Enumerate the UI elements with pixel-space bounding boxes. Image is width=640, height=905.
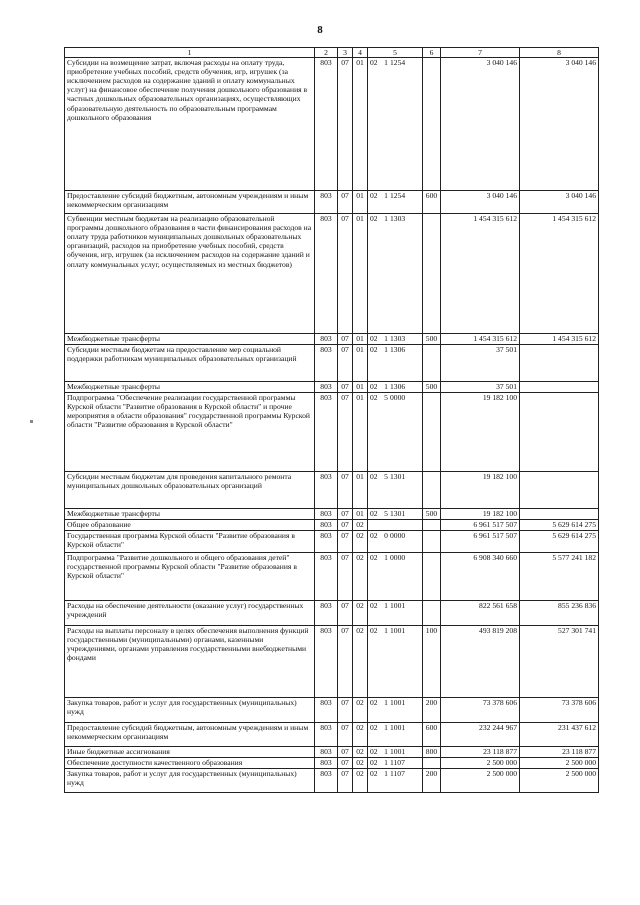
table-row bbox=[65, 758, 599, 769]
table-row bbox=[65, 345, 599, 382]
page-number: 8 bbox=[317, 24, 323, 36]
row-vr bbox=[423, 553, 441, 601]
header-cell: 6 bbox=[423, 48, 441, 58]
row-sum-col8: 3 040 146 bbox=[520, 58, 599, 191]
row-name: Субсидии на возмещение затрат, включая расходы на оплату труда, приобретение учебных пособий, средств обучения, игр, игрушек (за исключением расходов на содержание зданий и оплату коммунальных услуг) на финансовое обеспечение получения дошкольного образования в частных дошкольных образовательных организациях, осуществляющих образовательную деятельность по образовательным программам дошкольного образования bbox=[65, 58, 315, 191]
row-name: Обеспечение доступности качественного образования bbox=[65, 758, 315, 769]
csr-part: 1303 bbox=[390, 334, 406, 343]
row-sum-col7: 6 908 340 660 bbox=[441, 553, 520, 601]
row-sum-col7: 6 961 517 507 bbox=[441, 531, 520, 553]
row-rz: 07 bbox=[338, 520, 353, 531]
row-csr bbox=[368, 214, 423, 334]
header-cell: 1 bbox=[65, 48, 315, 58]
row-pr: 02 bbox=[353, 531, 368, 553]
csr-part: 02 bbox=[370, 472, 378, 481]
csr-part: 02 bbox=[370, 723, 378, 732]
csr-part: 1 bbox=[384, 758, 388, 767]
row-grbs: 803 bbox=[315, 382, 338, 393]
row-rz: 07 bbox=[338, 553, 353, 601]
table-row bbox=[65, 472, 599, 509]
table-row bbox=[65, 520, 599, 531]
header-cell: 4 bbox=[353, 48, 368, 58]
row-pr: 02 bbox=[353, 698, 368, 723]
row-sum-col8: 527 301 741 bbox=[520, 626, 599, 698]
row-sum-col8: 5 629 614 275 bbox=[520, 531, 599, 553]
table-row bbox=[65, 723, 599, 747]
row-vr: 600 bbox=[423, 723, 441, 747]
row-pr: 02 bbox=[353, 520, 368, 531]
csr-part: 5 bbox=[384, 509, 388, 518]
header-row bbox=[65, 48, 599, 58]
row-sum-col7: 232 244 967 bbox=[441, 723, 520, 747]
row-vr bbox=[423, 472, 441, 509]
row-sum-col8 bbox=[520, 472, 599, 509]
csr-part: 1001 bbox=[390, 698, 406, 707]
row-csr bbox=[368, 747, 423, 758]
header-cell: 2 bbox=[315, 48, 338, 58]
row-name: Государственная программа Курской области "Развитие образования в Курской области" bbox=[65, 531, 315, 553]
header-cell: 3 bbox=[338, 48, 353, 58]
csr-part: 5 bbox=[384, 393, 388, 402]
table-row bbox=[65, 747, 599, 758]
row-csr bbox=[368, 723, 423, 747]
csr-part: 1 bbox=[384, 553, 388, 562]
row-vr bbox=[423, 58, 441, 191]
row-name: Общее образование bbox=[65, 520, 315, 531]
csr-part: 02 bbox=[370, 345, 378, 354]
row-pr: 01 bbox=[353, 191, 368, 214]
row-rz: 07 bbox=[338, 626, 353, 698]
csr-part: 1 bbox=[384, 698, 388, 707]
csr-part: 1 bbox=[384, 345, 388, 354]
csr-part: 02 bbox=[370, 758, 378, 767]
row-pr: 01 bbox=[353, 393, 368, 472]
csr-part: 02 bbox=[370, 553, 378, 562]
row-grbs: 803 bbox=[315, 472, 338, 509]
row-vr: 200 bbox=[423, 769, 441, 793]
table-row bbox=[65, 382, 599, 393]
row-sum-col8: 2 500 000 bbox=[520, 758, 599, 769]
row-pr: 01 bbox=[353, 345, 368, 382]
row-grbs: 803 bbox=[315, 191, 338, 214]
csr-part: 1 bbox=[384, 747, 388, 756]
row-name: Расходы на обеспечение деятельности (оказание услуг) государственных учреждений bbox=[65, 601, 315, 626]
row-sum-col7: 19 182 100 bbox=[441, 509, 520, 520]
row-sum-col7: 73 378 606 bbox=[441, 698, 520, 723]
table-row bbox=[65, 191, 599, 214]
row-rz: 07 bbox=[338, 58, 353, 191]
csr-part: 02 bbox=[370, 393, 378, 402]
row-sum-col7: 3 040 146 bbox=[441, 58, 520, 191]
table-row bbox=[65, 626, 599, 698]
row-rz: 07 bbox=[338, 509, 353, 520]
row-sum-col7: 37 501 bbox=[441, 382, 520, 393]
csr-part: 0000 bbox=[390, 531, 406, 540]
csr-part: 1 bbox=[384, 626, 388, 635]
row-sum-col7: 3 040 146 bbox=[441, 191, 520, 214]
row-csr bbox=[368, 520, 423, 531]
row-grbs: 803 bbox=[315, 58, 338, 191]
csr-part: 02 bbox=[370, 214, 378, 223]
row-rz: 07 bbox=[338, 214, 353, 334]
csr-part: 02 bbox=[370, 601, 378, 610]
row-csr bbox=[368, 769, 423, 793]
csr-part: 1306 bbox=[390, 345, 406, 354]
row-name: Подпрограмма "Развитие дошкольного и общего образования детей" государственной программы Курской области "Развитие образования в Курской области" bbox=[65, 553, 315, 601]
row-sum-col8: 73 378 606 bbox=[520, 698, 599, 723]
csr-part: 1 bbox=[384, 191, 388, 200]
row-vr bbox=[423, 345, 441, 382]
row-grbs: 803 bbox=[315, 531, 338, 553]
row-grbs: 803 bbox=[315, 723, 338, 747]
row-sum-col8: 5 629 614 275 bbox=[520, 520, 599, 531]
row-name: Предоставление субсидий бюджетным, автономным учреждениям и иным некоммерческим организациям bbox=[65, 723, 315, 747]
table-row bbox=[65, 698, 599, 723]
row-pr: 01 bbox=[353, 214, 368, 334]
row-sum-col7: 1 454 315 612 bbox=[441, 214, 520, 334]
row-grbs: 803 bbox=[315, 334, 338, 345]
table-row bbox=[65, 601, 599, 626]
row-sum-col8 bbox=[520, 509, 599, 520]
row-csr bbox=[368, 58, 423, 191]
scan-mark bbox=[30, 420, 33, 423]
row-grbs: 803 bbox=[315, 345, 338, 382]
csr-part: 02 bbox=[370, 509, 378, 518]
row-csr bbox=[368, 472, 423, 509]
row-vr bbox=[423, 520, 441, 531]
row-rz: 07 bbox=[338, 769, 353, 793]
row-pr: 01 bbox=[353, 472, 368, 509]
csr-part: 1 bbox=[384, 382, 388, 391]
csr-part: 0000 bbox=[390, 393, 406, 402]
row-name: Предоставление субсидий бюджетным, автономным учреждениям и иным некоммерческим организациям bbox=[65, 191, 315, 214]
row-grbs: 803 bbox=[315, 601, 338, 626]
csr-part: 1254 bbox=[390, 191, 406, 200]
row-sum-col8: 1 454 315 612 bbox=[520, 334, 599, 345]
row-csr bbox=[368, 601, 423, 626]
row-sum-col7: 2 500 000 bbox=[441, 769, 520, 793]
row-vr: 500 bbox=[423, 334, 441, 345]
row-vr bbox=[423, 758, 441, 769]
table-row bbox=[65, 553, 599, 601]
row-grbs: 803 bbox=[315, 626, 338, 698]
row-pr: 02 bbox=[353, 769, 368, 793]
row-pr: 01 bbox=[353, 58, 368, 191]
csr-part: 1 bbox=[384, 769, 388, 778]
row-csr bbox=[368, 382, 423, 393]
csr-part: 1001 bbox=[390, 601, 406, 610]
csr-part: 1 bbox=[384, 334, 388, 343]
row-name: Закупка товаров, работ и услуг для государственных (муниципальных) нужд bbox=[65, 769, 315, 793]
row-pr: 02 bbox=[353, 553, 368, 601]
row-rz: 07 bbox=[338, 334, 353, 345]
row-vr bbox=[423, 393, 441, 472]
row-csr bbox=[368, 509, 423, 520]
header-cell: 8 bbox=[520, 48, 599, 58]
row-rz: 07 bbox=[338, 698, 353, 723]
row-name: Межбюджетные трансферты bbox=[65, 334, 315, 345]
csr-part: 02 bbox=[370, 382, 378, 391]
row-grbs: 803 bbox=[315, 769, 338, 793]
row-grbs: 803 bbox=[315, 509, 338, 520]
csr-part: 1 bbox=[384, 723, 388, 732]
row-grbs: 803 bbox=[315, 698, 338, 723]
budget-table bbox=[64, 47, 599, 793]
csr-part: 1 bbox=[384, 601, 388, 610]
csr-part: 1306 bbox=[390, 382, 406, 391]
row-grbs: 803 bbox=[315, 747, 338, 758]
row-name: Подпрограмма "Обеспечение реализации государственной программы Курской области "Развитие образования в Курской области" и прочие мероприятия в области образования" государственной программы Курской области "Развитие образования в Курской области" bbox=[65, 393, 315, 472]
row-sum-col8: 23 118 877 bbox=[520, 747, 599, 758]
row-sum-col8 bbox=[520, 382, 599, 393]
row-sum-col8: 3 040 146 bbox=[520, 191, 599, 214]
row-rz: 07 bbox=[338, 472, 353, 509]
row-name: Субсидии местным бюджетам для проведения капитального ремонта муниципальных дошкольных образовательных организаций bbox=[65, 472, 315, 509]
csr-part: 1303 bbox=[390, 214, 406, 223]
row-csr bbox=[368, 191, 423, 214]
csr-part: 02 bbox=[370, 191, 378, 200]
row-sum-col7: 822 561 658 bbox=[441, 601, 520, 626]
row-pr: 02 bbox=[353, 601, 368, 626]
row-rz: 07 bbox=[338, 758, 353, 769]
row-sum-col7: 23 118 877 bbox=[441, 747, 520, 758]
row-rz: 07 bbox=[338, 747, 353, 758]
row-csr bbox=[368, 334, 423, 345]
table-row bbox=[65, 769, 599, 793]
row-name: Субвенции местным бюджетам на реализацию образовательной программы дошкольного образования в части финансирования расходов на оплату труда работников муниципальных дошкольных образовательных организаций, расходов на приобретение учебных пособий, средств обучения, игр, игрушек (за исключением расходов на содержание зданий и оплату коммунальных услуг, осуществляемых из местных бюджетов) bbox=[65, 214, 315, 334]
row-pr: 02 bbox=[353, 747, 368, 758]
row-pr: 02 bbox=[353, 723, 368, 747]
row-rz: 07 bbox=[338, 382, 353, 393]
row-pr: 02 bbox=[353, 626, 368, 698]
csr-part: 1 bbox=[384, 214, 388, 223]
csr-part: 1107 bbox=[390, 769, 405, 778]
row-sum-col8: 1 454 315 612 bbox=[520, 214, 599, 334]
row-rz: 07 bbox=[338, 393, 353, 472]
row-vr: 200 bbox=[423, 698, 441, 723]
csr-part: 1001 bbox=[390, 626, 406, 635]
row-sum-col8: 855 236 836 bbox=[520, 601, 599, 626]
row-sum-col7: 1 454 315 612 bbox=[441, 334, 520, 345]
row-csr bbox=[368, 698, 423, 723]
row-sum-col7: 2 500 000 bbox=[441, 758, 520, 769]
row-sum-col7: 37 501 bbox=[441, 345, 520, 382]
csr-part: 1 bbox=[384, 58, 388, 67]
row-grbs: 803 bbox=[315, 214, 338, 334]
row-sum-col7: 6 961 517 507 bbox=[441, 520, 520, 531]
row-sum-col8: 231 437 612 bbox=[520, 723, 599, 747]
row-sum-col7: 19 182 100 bbox=[441, 472, 520, 509]
csr-part: 1301 bbox=[390, 509, 406, 518]
csr-part: 02 bbox=[370, 58, 378, 67]
csr-part: 02 bbox=[370, 747, 378, 756]
row-csr bbox=[368, 531, 423, 553]
csr-part: 02 bbox=[370, 698, 378, 707]
row-name: Межбюджетные трансферты bbox=[65, 382, 315, 393]
row-grbs: 803 bbox=[315, 553, 338, 601]
csr-part: 5 bbox=[384, 472, 388, 481]
csr-part: 0000 bbox=[390, 553, 406, 562]
row-vr: 500 bbox=[423, 382, 441, 393]
header-cell: 7 bbox=[441, 48, 520, 58]
csr-part: 1107 bbox=[390, 758, 405, 767]
row-vr: 500 bbox=[423, 509, 441, 520]
row-sum-col8 bbox=[520, 393, 599, 472]
table-body bbox=[65, 58, 599, 793]
row-vr: 800 bbox=[423, 747, 441, 758]
row-vr bbox=[423, 601, 441, 626]
row-name: Расходы на выплаты персоналу в целях обеспечения выполнения функций государственными (муниципальными) органами, казенными учреждениями, органами управления государственными внебюджетными фондами bbox=[65, 626, 315, 698]
table-row bbox=[65, 334, 599, 345]
row-name: Иные бюджетные ассигнования bbox=[65, 747, 315, 758]
csr-part: 02 bbox=[370, 531, 378, 540]
table-row bbox=[65, 214, 599, 334]
row-grbs: 803 bbox=[315, 758, 338, 769]
row-pr: 01 bbox=[353, 382, 368, 393]
row-pr: 01 bbox=[353, 509, 368, 520]
header-cell: 5 bbox=[368, 48, 423, 58]
table-row bbox=[65, 393, 599, 472]
row-grbs: 803 bbox=[315, 520, 338, 531]
row-name: Закупка товаров, работ и услуг для государственных (муниципальных) нужд bbox=[65, 698, 315, 723]
row-pr: 01 bbox=[353, 334, 368, 345]
csr-part: 1001 bbox=[390, 747, 406, 756]
row-vr: 100 bbox=[423, 626, 441, 698]
row-vr: 600 bbox=[423, 191, 441, 214]
row-sum-col8: 2 500 000 bbox=[520, 769, 599, 793]
row-rz: 07 bbox=[338, 723, 353, 747]
row-csr bbox=[368, 345, 423, 382]
row-vr bbox=[423, 214, 441, 334]
csr-part: 1001 bbox=[390, 723, 406, 732]
csr-part: 02 bbox=[370, 626, 378, 635]
table-row bbox=[65, 509, 599, 520]
csr-part: 02 bbox=[370, 769, 378, 778]
csr-part: 1254 bbox=[390, 58, 406, 67]
row-sum-col8 bbox=[520, 345, 599, 382]
row-rz: 07 bbox=[338, 345, 353, 382]
csr-part: 02 bbox=[370, 334, 378, 343]
row-name: Межбюджетные трансферты bbox=[65, 509, 315, 520]
csr-part: 0 bbox=[384, 531, 388, 540]
row-sum-col8: 5 577 241 182 bbox=[520, 553, 599, 601]
row-sum-col7: 493 819 208 bbox=[441, 626, 520, 698]
row-csr bbox=[368, 758, 423, 769]
row-pr: 02 bbox=[353, 758, 368, 769]
row-grbs: 803 bbox=[315, 393, 338, 472]
row-name: Субсидии местным бюджетам на предоставление мер социальной поддержки работникам муниципальных образовательных организаций bbox=[65, 345, 315, 382]
table-row bbox=[65, 58, 599, 191]
csr-part: 1301 bbox=[390, 472, 406, 481]
row-csr bbox=[368, 393, 423, 472]
row-csr bbox=[368, 626, 423, 698]
row-vr bbox=[423, 531, 441, 553]
row-rz: 07 bbox=[338, 531, 353, 553]
table-row bbox=[65, 531, 599, 553]
row-rz: 07 bbox=[338, 191, 353, 214]
row-csr bbox=[368, 553, 423, 601]
row-rz: 07 bbox=[338, 601, 353, 626]
row-sum-col7: 19 182 100 bbox=[441, 393, 520, 472]
